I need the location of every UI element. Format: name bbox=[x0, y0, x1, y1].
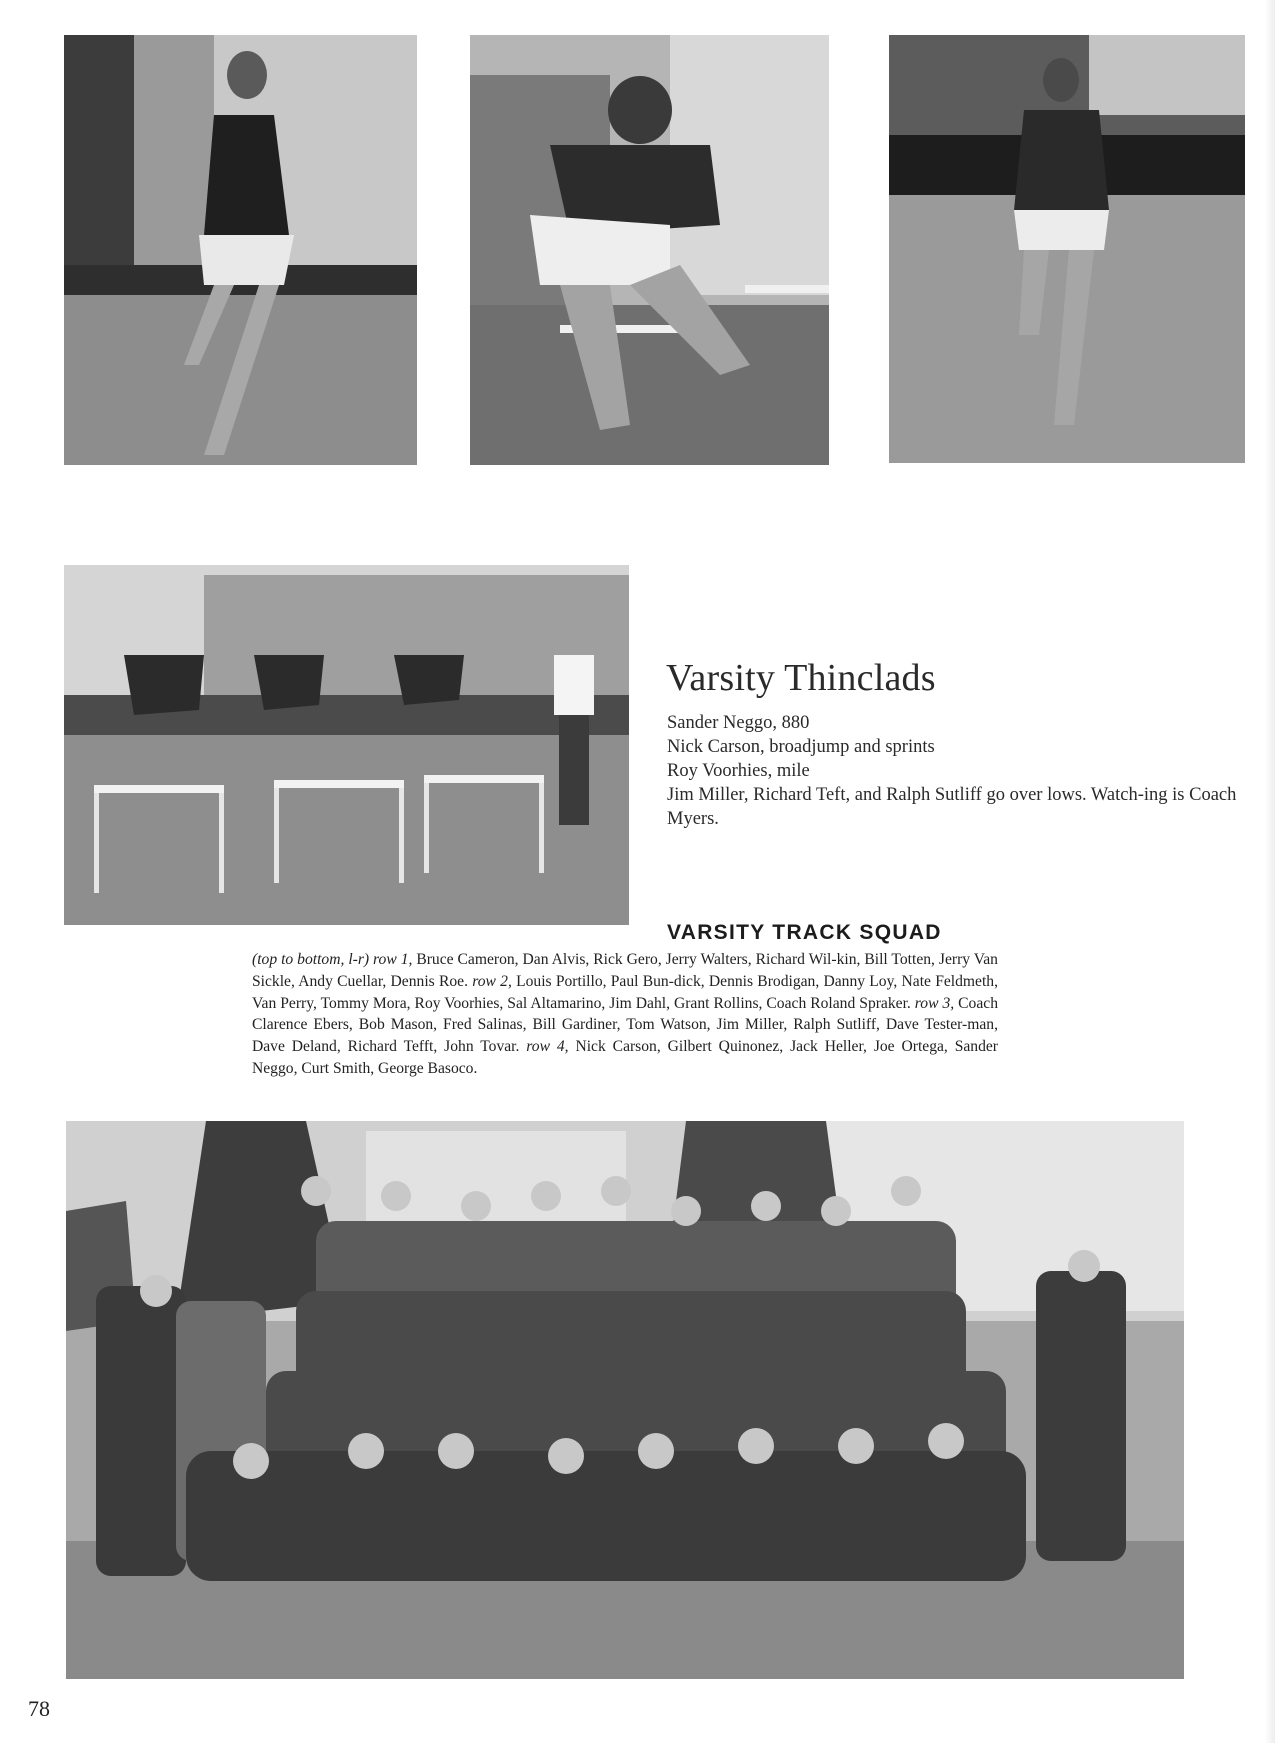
caption-item: Jim Miller, Richard Teft, and Ralph Sutliff go over lows. Watch-ing is Coach Myers. bbox=[667, 785, 1237, 829]
feature-captions bbox=[667, 711, 1242, 831]
photo-sprinter bbox=[64, 35, 417, 465]
roster-row-names: Coach Clarence Ebers, Bob Mason, Fred Salinas, Bill Gardiner, Tom Watson, Jim Miller, Ralph Sutliff, Dave Tester-man, Dave Deland, Richard Tefft, John Tovar. bbox=[252, 994, 998, 1056]
roster-row-label: row 2, bbox=[472, 972, 512, 990]
caption-item: Nick Carson, broadjump and sprints bbox=[667, 737, 935, 757]
caption-item: Sander Neggo, 880 bbox=[667, 713, 810, 733]
caption-item: Roy Voorhies, mile bbox=[667, 761, 810, 781]
roster-row-names: Bruce Cameron, Dan Alvis, Rick Gero, Jerry Walters, Richard Wil-kin, Bill Totten, Jerry Van Sickle, Andy Cuellar, Dennis Roe. bbox=[252, 951, 998, 990]
photo-team-group bbox=[66, 1121, 1184, 1679]
roster-row-label: row 4, bbox=[526, 1038, 569, 1056]
roster-row-names: Nick Carson, Gilbert Quinonez, Jack Heller, Joe Ortega, Sander Neggo, Curt Smith, George Basoco. bbox=[252, 1038, 999, 1077]
photo-hurdlers-with-coach bbox=[64, 565, 629, 925]
page-edge bbox=[1265, 0, 1275, 1743]
roster-row-label: (top to bottom, l-r) row 1, bbox=[252, 951, 413, 968]
roster-row-label: row 3, bbox=[914, 994, 955, 1012]
squad-title: VARSITY TRACK SQUAD bbox=[667, 921, 942, 944]
roster-row-names: Louis Portillo, Paul Bun-dick, Dennis Brodigan, Danny Loy, Nate Feldmeth, Van Perry, Tommy Mora, Roy Voorhies, Sal Altamarino, Jim Dahl, Grant Rollins, Coach Roland Spraker. bbox=[252, 972, 998, 1012]
photo-hurdler bbox=[470, 35, 829, 465]
feature-title: Varsity Thinclads bbox=[666, 657, 936, 699]
page-number: 78 bbox=[28, 1696, 50, 1721]
photo-miler bbox=[889, 35, 1245, 463]
squad-roster bbox=[252, 949, 998, 1080]
